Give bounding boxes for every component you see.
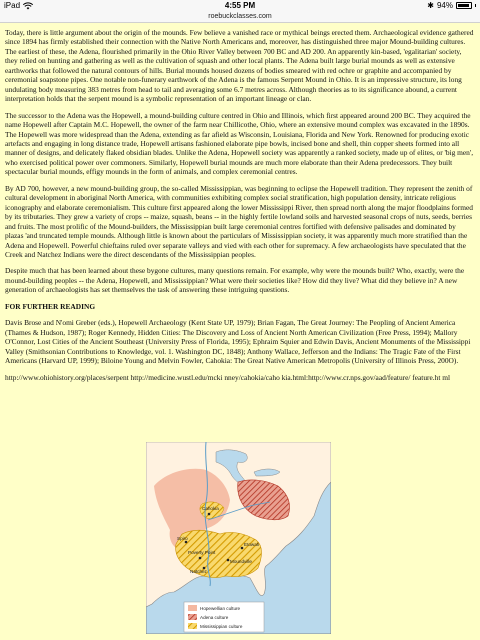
- further-reading-list: Davis Brose and N'omi Greber (eds.), Hopewell Archaeology (Kent State UP, 1979); Brian Fagan, The Great Journey: The Peopling of Ancient America (Thames & Hudson, 1987); Roger Kennedy, Hidden Cities: The Discovery and Loss of Ancient North American Civilization (Free Press, 1994); Mallory O'Connor, Lost Cities of the Ancient Southeast (University Press of Florida, 1995); Ephraim Squier and Edwin Davis, Ancient Monuments of the Mississippi Valley (Smithsonian Contributions to Knowledge, vol. 1. Washington DC, 1848); Anthony Wallace, Jefferson and the Indians: The Tragic Fate of the First Americans (Harvard UP, 1999); Biloine Young and Melvin Fowler, Cahokia: The Great Native American Metropolis (University of Illinois Press, 200O).: [5, 318, 471, 366]
- legend-label-hopewell: Hopewellian culture: [200, 606, 241, 611]
- carrier-label: iPad: [4, 1, 21, 10]
- site-dot-spiro: [185, 541, 188, 544]
- legend-swatch-adena: [188, 614, 197, 620]
- site-label-natchez: Natchez: [190, 569, 207, 574]
- paragraph-mississippian: By AD 700, however, a new mound-building group, the so-called Mississippian, was beginning to eclipse the Hopewell tradition. They represent the zenith of cultural development in aboriginal North America, with communities exhibiting complex social stratification, high population density, intricate religious iconography and elaborate ceremonialism. This culture first appeared along the lower Mississippi River, then spread north along the major floodplains formed by its tributaries. They grew a variety of crops -- maize, squash, beans -- in the highly fertile lowland soils and harvested seasonal crops of nuts, seeds, berries and fruits. The most prolific of the Mound-builders, the Mississippian built large ceremonial centres fortified with defensive palisades and dominated by plazas 'and truncated temple mounds. Although little is known about the particulars of Mississippian society, it was apparently much more stratified than the Adena and Hopewell. Powerful chieftains ruled over separate valleys and vied with each other for supremacy. A few archaeologists have speculated that the Creek and Natchez Indians were the direct descendants of the Mississippian peoples.: [5, 183, 473, 259]
- paragraph-questions: Despite much that has been learned about these bygone cultures, many questions remain. For example, why were the mounds built? Who, exactly, were the mound-building peoples -- the Adena, Hopewell, and Mississippian? What were their societies like? How did they live? What did they believe in? A new generation of archaeologists has set themselves the task of answering these intriguing questions.: [5, 266, 465, 295]
- site-label-etowah: Etowah: [244, 542, 260, 547]
- battery-icon: [456, 2, 472, 9]
- battery-percent: 94%: [436, 1, 453, 10]
- mound-cultures-map: [146, 442, 331, 634]
- reference-links[interactable]: http://www.ohiohistory.org/places/serpent http://medicine.wustl.edu/mcki nney/cahokia/caho kia.html:http://www.cr.nps.gov/aad/feature/ feature.ht ml: [5, 372, 451, 382]
- site-dot-moundville: [227, 559, 230, 562]
- clock: 4:55 PM: [224, 1, 256, 10]
- article-body: [5, 28, 475, 392]
- site-dot-poverty-point: [199, 557, 202, 560]
- legend-label-adena: Adena culture: [200, 615, 229, 620]
- site-label-poverty-point: Poverty Point: [188, 550, 216, 555]
- site-label-cahokia: Cahokia: [202, 506, 219, 511]
- battery-tip: [475, 4, 476, 7]
- legend-swatch-mississippian: [188, 623, 197, 629]
- address-bar[interactable]: roebuckclasses.com: [0, 12, 480, 23]
- site-dot-cahokia: [208, 513, 211, 516]
- paragraph-origins: Today, there is little argument about the origin of the mounds. Few believe a vanished race or mythical beings erected them. Archaeological evidence gathered since 1894 has firmly established their connection with the Native North Americans and, moreover, has distinguished three major Mound-building cultures. The earliest of these, the Adena, flourished primarily in the Ohio River Valley between 700 BC and AD 200. An apparently kin-based, 'egalitarian' society, they relied on hunting and gathering as well as the cultivation of squash and other local plants. The Adena built large burial mounds as well as extensive earthworks that followed the natural contours of hills. Burial mounds housed dozens of bodies smeared with red ochre or graphite and accompanied by ceremonial soapstone pipes. One notable non-funerary earthwork of the Adena is the famous Serpent Mound in Ohio. It is an impressive structure, its long undulating body measuring 383 metres from head to tail and averaging some 6.7 metres across. Although theories as to its significance abound, a current interpretation holds that the serpent mound is a symbolic representation of an important lineage or clan.: [5, 28, 474, 104]
- site-label-spiro: Spiro: [177, 536, 188, 541]
- legend-swatch-hopewell: [188, 605, 197, 611]
- bluetooth-icon: ✱: [427, 1, 434, 10]
- site-dot-etowah: [241, 547, 244, 550]
- status-bar: [0, 0, 480, 12]
- status-right: [427, 1, 476, 10]
- legend-label-mississippian: Mississippian culture: [200, 624, 243, 629]
- site-label-moundville: Moundville: [230, 559, 252, 564]
- map-legend: [184, 602, 264, 632]
- battery-level: [458, 4, 469, 7]
- paragraph-hopewell: The successor to the Adena was the Hopewell, a mound-building culture centred in Ohio and Illinois, which first appeared around 200 BC. They acquired the name Hopewell after Captain M.C. Hopewell, the owner of the farm near Chillicothe, Ohio, where an extensive mound complex was excavated in the 1890s. The Hopewell was more widespread than the Adena, extending as far afield as Wisconsin, Louisiana, Florida and New York. Renowned for producing exotic artefacts and engaging in long distance trade, Hopewell artisans fashioned elaborate pipe bowls, incised bone and shell, thin copper sheets formed into all manner of designs, and delicately flaked obsidian blades. Unlike the Adena, Hopewell society was apparently a ranked society, made up of elites, or 'big men', who exercised political power over commoners. Similarly, Hopewell burial mounds are much more elaborate than their Adena predecessors. They built spectacular burial mounds, effigy mounds in the form of animals, and complex ceremonial centres.: [5, 110, 474, 177]
- further-reading-heading: FOR FURTHER READING: [5, 301, 96, 311]
